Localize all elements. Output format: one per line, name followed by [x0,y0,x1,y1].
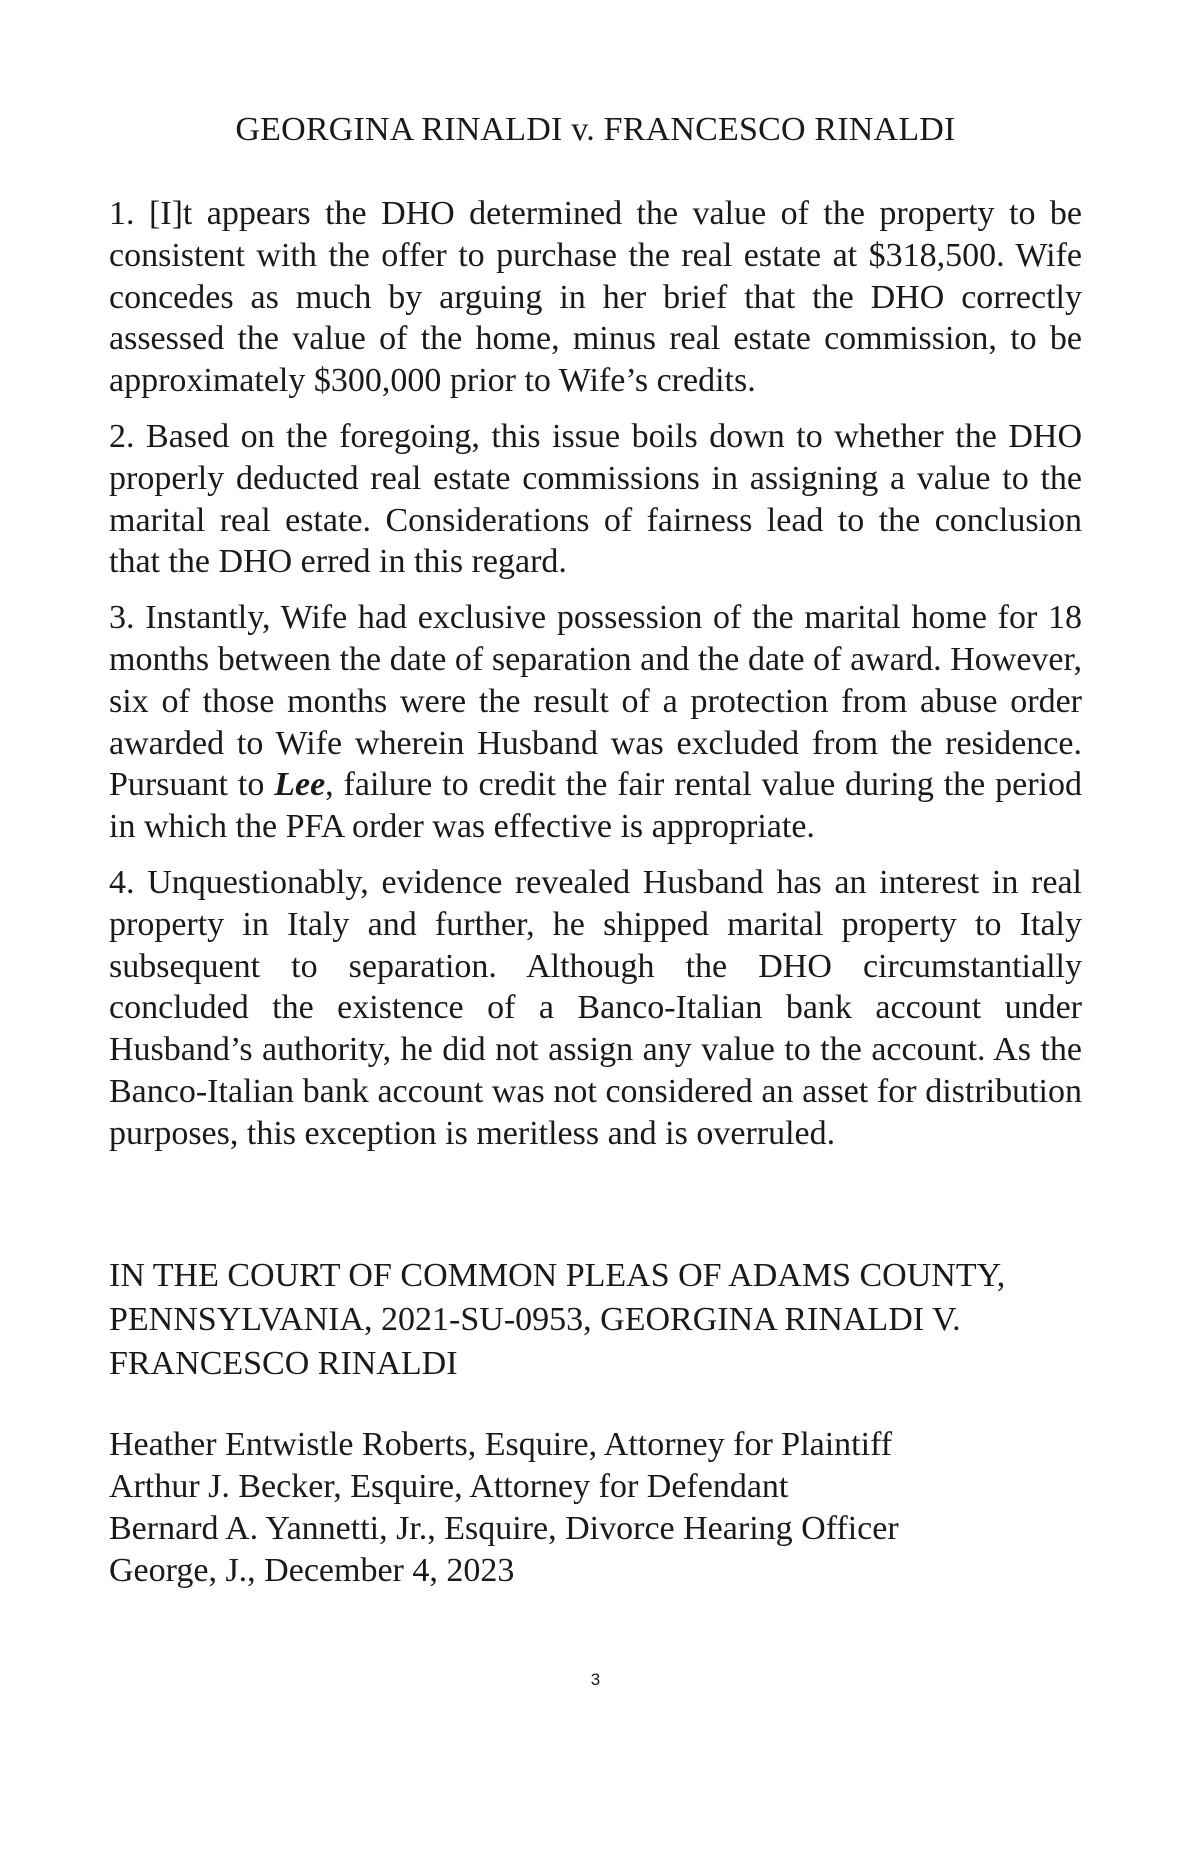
document-page [109,0,1082,1855]
case-citation-lee: Lee [274,766,326,804]
paragraph-3 [109,597,1082,848]
paragraph-1: 1. [I]t appears the DHO determined the value of the property to be consistent with the offer to purchase the real estate at $318,500. Wife concedes as much by arguing in her brief that the DHO correctly assessed the value of the home, minus real estate commission, to be approximately $300,000 prior to Wife’s credits. [109,195,1082,400]
opinion-body [109,193,1082,1169]
divorce-hearing-officer: Bernard A. Yannetti, Jr., Esquire, Divorce Hearing Officer [109,1510,899,1547]
paragraph-2: 2. Based on the foregoing, this issue boils down to whether the DHO properly deducted real estate commissions in assigning a value to the marital real estate. Considerations of fairness lead to the conclusion that the DHO erred in this regard. [109,417,1082,581]
running-header-title: GEORGINA RINALDI v. FRANCESCO RINALDI [235,111,956,148]
judge-and-date: George, J., December 4, 2023 [109,1552,515,1589]
case-caption: IN THE COURT OF COMMON PLEAS OF ADAMS COUNTY, PENNSYLVANIA, 2021-SU-0953, GEORGINA RINALDI V. FRANCESCO RINALDI [109,1257,1006,1382]
paragraph-3-text-after: , failure to credit the fair rental value during the period in which the PFA order was effective is appropriate. [109,766,1082,846]
paragraph-3-text-before: 3. Instantly, Wife had exclusive possession of the marital home for 18 months between the date of separation and the date of award. However, six of those months were the result of a protection from abuse order awarded to Wife wherein Husband was excluded from the residence. Pursuant to [109,599,1082,804]
paragraph-4: 4. Unquestionably, evidence revealed Husband has an interest in real property in Italy and further, he shipped marital property to Italy subsequent to separation. Although the DHO circumstantially concluded the existence of a Banco-Italian bank account under Husband’s authority, he did not assign any value to the account. As the Banco-Italian bank account was not considered an asset for distribution purposes, this exception is meritless and is overruled. [109,863,1082,1152]
counsel-list [109,1424,1082,1592]
counsel-defendant: Arthur J. Becker, Esquire, Attorney for Defendant [109,1468,789,1505]
page-number: 3 [590,1670,601,1689]
counsel-plaintiff: Heather Entwistle Roberts, Esquire, Attorney for Plaintiff [109,1426,893,1463]
